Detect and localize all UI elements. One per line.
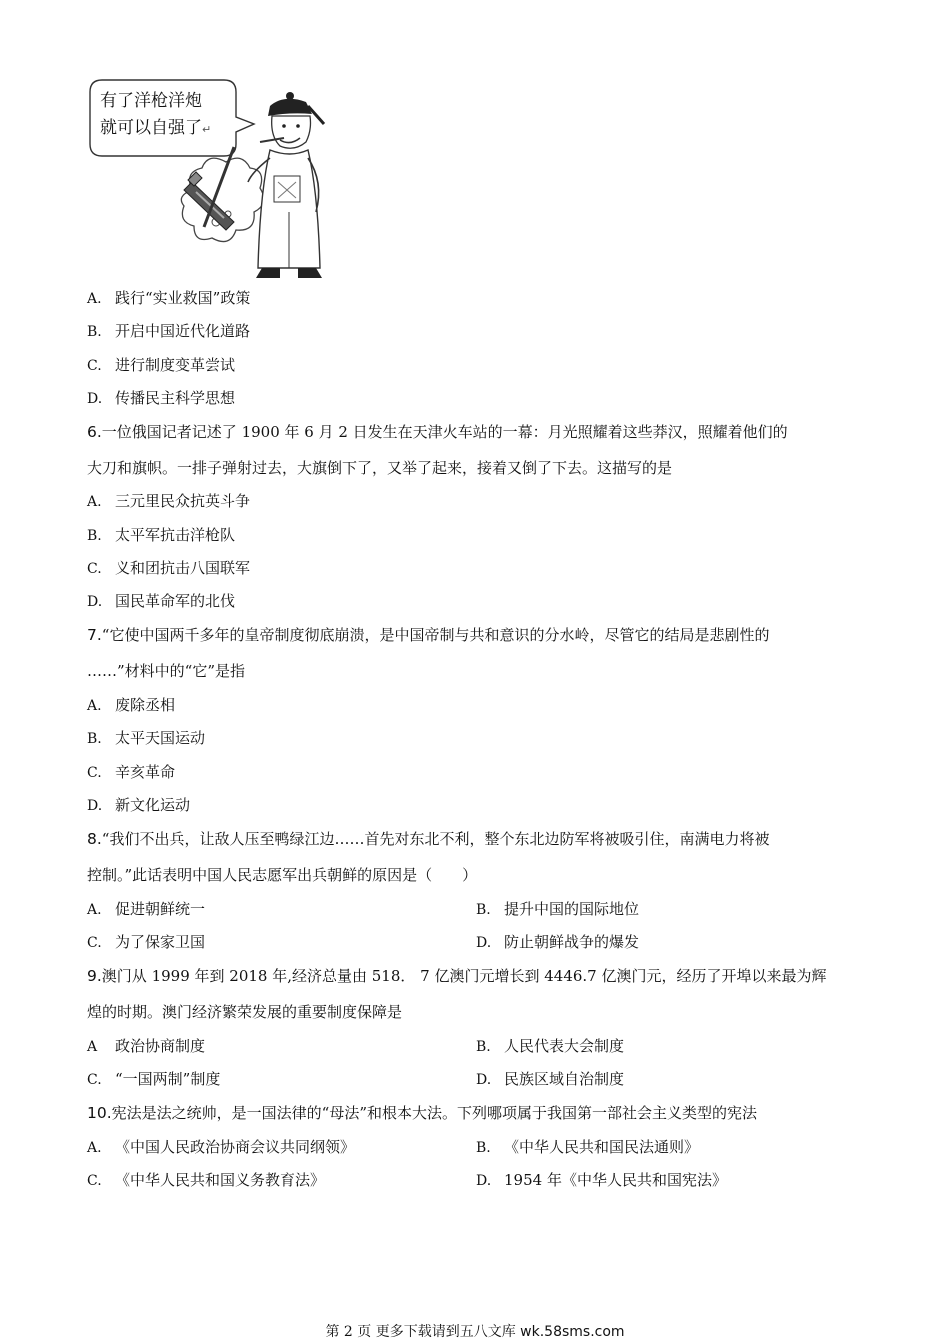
- q9-option-b: B. 人民代表大会制度: [476, 1037, 625, 1055]
- q10-option-c: C. 《中华人民共和国义务教育法》: [87, 1171, 326, 1189]
- footer-site-link[interactable]: wk.58sms.com: [520, 1324, 625, 1340]
- q8-stem-line-2: 控制。”此话表明中国人民志愿军出兵朝鲜的原因是（ ）: [87, 866, 478, 884]
- q10-option-b: B. 《中华人民共和国民法通则》: [476, 1138, 700, 1156]
- q7-option-b: B. 太平天国运动: [87, 729, 206, 747]
- q10-stem-line-1: 10.宪法是法之统帅，是一国法律的“母法”和根本大法。下列哪项属于我国第一部社会主义类型的宪法: [87, 1104, 757, 1122]
- q5-option-d: D. 传播民主科学思想: [87, 389, 236, 407]
- q5-option-c: C. 进行制度变革尝试: [87, 356, 236, 374]
- speech-bubble-text: [100, 88, 240, 143]
- q6-option-d: D. 国民革命军的北伐: [87, 592, 236, 610]
- q7-option-d: D. 新文化运动: [87, 796, 191, 814]
- q9-option-c: C. “一国两制”制度: [87, 1070, 221, 1088]
- speech-line-1: 有了洋枪洋炮: [100, 91, 202, 111]
- q7-stem-line-1: 7.“它使中国两千多年的皇帝制度彻底崩溃，是中国帝制与共和意识的分水岭，尽管它的结局是悲剧性的: [87, 626, 770, 644]
- q8-option-d: D. 防止朝鲜战争的爆发: [476, 933, 640, 951]
- q6-option-b: B. 太平军抗击洋枪队: [87, 526, 236, 544]
- q10-option-a: A. 《中国人民政治协商会议共同纲领》: [87, 1138, 356, 1156]
- q7-option-c: C. 辛亥革命: [87, 763, 176, 781]
- q5-option-b: B. 开启中国近代化道路: [87, 322, 251, 340]
- q10-number: 10.: [87, 1104, 112, 1122]
- footer-page-label: 第 2 页 更多下载请到五八文库: [325, 1324, 516, 1340]
- q5-option-a: A. 践行“实业救国”政策: [87, 289, 251, 307]
- speech-line-2: 就可以自强了: [100, 118, 202, 138]
- q8-option-c: C. 为了保家卫国: [87, 933, 206, 951]
- return-mark: ↵: [202, 123, 212, 136]
- q6-stem-line-1: 6.一位俄国记者记述了 1900 年 6 月 2 日发生在天津火车站的一幕：月光照耀着这些莽汉，照耀着他们的: [87, 423, 788, 441]
- q7-number: 7.: [87, 626, 102, 644]
- q10-option-d: D. 1954 年《中华人民共和国宪法》: [476, 1171, 727, 1189]
- q8-stem-line-1: 8.“我们不出兵，让敌人压至鸭绿江边……首先对东北不利，整个东北边防军将被吸引住，南满电力将被: [87, 830, 770, 848]
- q8-option-a: A. 促进朝鲜统一: [87, 900, 206, 918]
- q7-option-a: A. 废除丞相: [87, 696, 176, 714]
- q7-stem-line-2: ……”材料中的“它”是指: [87, 662, 246, 680]
- q9-number: 9.: [87, 967, 102, 985]
- q6-stem-line-2: 大刀和旗帜。一排子弹射过去，大旗倒下了，又举了起来，接着又倒了下去。这描写的是: [87, 459, 673, 477]
- q6-option-a: A. 三元里民众抗英斗争: [87, 492, 251, 510]
- q8-option-b: B. 提升中国的国际地位: [476, 900, 640, 918]
- q9-option-a: A 政治协商制度: [87, 1037, 206, 1055]
- q9-option-d: D. 民族区域自治制度: [476, 1070, 625, 1088]
- q9-stem-line-1: 9.澳门从 1999 年到 2018 年,经济总量由 518． 7 亿澳门元增长到 4446.7 亿澳门元，经历了开埠以来最为辉: [87, 967, 827, 985]
- q9-stem-line-2: 煌的时期。澳门经济繁荣发展的重要制度保障是: [87, 1003, 403, 1021]
- q6-option-c: C. 义和团抗击八国联军: [87, 559, 251, 577]
- q8-number: 8.: [87, 830, 102, 848]
- page-footer: [0, 1323, 950, 1341]
- q6-number: 6.: [87, 423, 102, 441]
